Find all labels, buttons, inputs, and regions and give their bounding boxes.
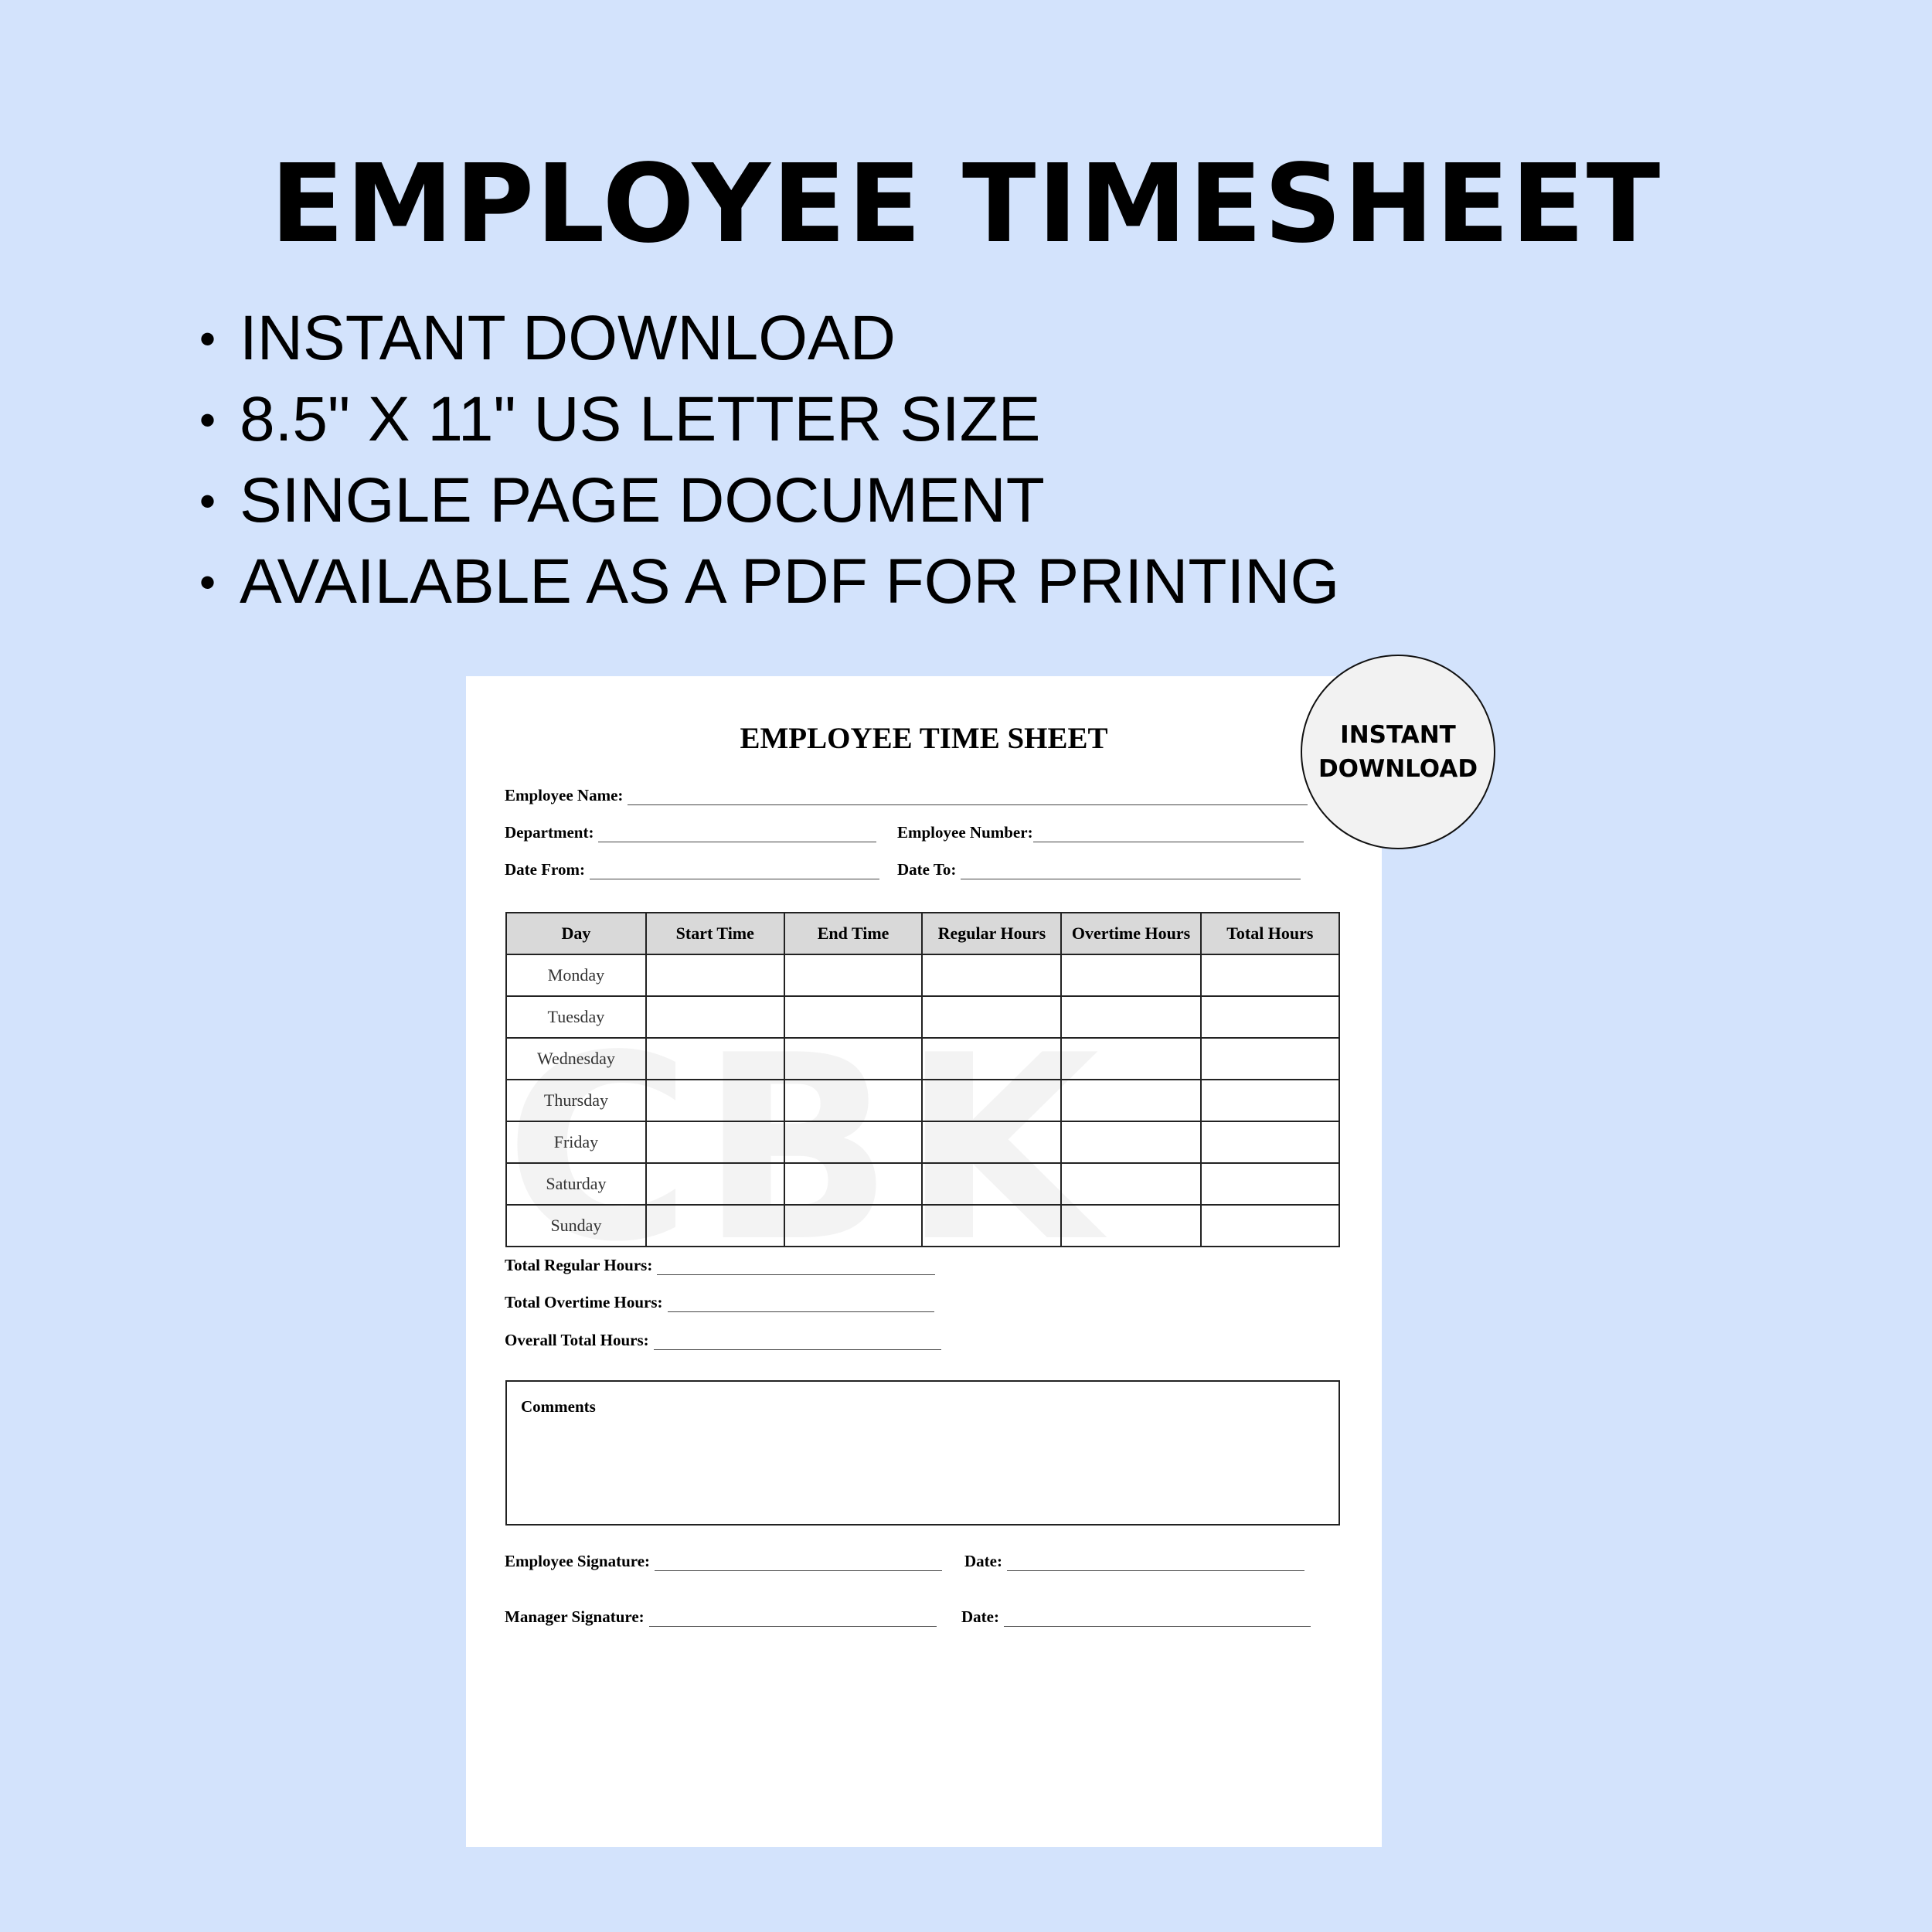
feature-item xyxy=(199,541,1339,622)
employee-date-label: Date: xyxy=(964,1552,1002,1570)
overtime-hours-cell[interactable] xyxy=(1061,954,1200,996)
employee-signature-line[interactable] xyxy=(655,1556,942,1571)
date-from-field[interactable] xyxy=(505,860,879,879)
table-row xyxy=(506,1163,1339,1205)
regular-hours-cell[interactable] xyxy=(922,1121,1061,1163)
sheet-title: EMPLOYEE TIME SHEET xyxy=(740,722,1108,755)
day-cell: Saturday xyxy=(506,1163,646,1205)
timesheet-table xyxy=(505,912,1340,1247)
feature-item xyxy=(199,460,1339,541)
day-cell: Sunday xyxy=(506,1205,646,1247)
bullet-icon: • xyxy=(199,556,216,608)
headline: EMPLOYEE TIMESHEET xyxy=(270,141,1662,267)
table-row xyxy=(506,954,1339,996)
header-total-hours: Total Hours xyxy=(1201,913,1339,954)
total-hours-cell[interactable] xyxy=(1201,996,1339,1038)
department-field[interactable] xyxy=(505,823,876,842)
start-time-cell[interactable] xyxy=(646,1121,784,1163)
feature-item xyxy=(199,298,1339,379)
regular-hours-cell[interactable] xyxy=(922,1038,1061,1080)
total-regular-hours-label: Total Regular Hours: xyxy=(505,1256,653,1274)
total-overtime-hours-line[interactable] xyxy=(668,1298,934,1312)
header-end-time: End Time xyxy=(784,913,923,954)
total-hours-cell[interactable] xyxy=(1201,1038,1339,1080)
regular-hours-cell[interactable] xyxy=(922,996,1061,1038)
header-day: Day xyxy=(506,913,646,954)
total-regular-hours-line[interactable] xyxy=(657,1260,935,1275)
day-cell: Wednesday xyxy=(506,1038,646,1080)
instant-download-badge xyxy=(1301,655,1495,849)
employee-signature-label: Employee Signature: xyxy=(505,1552,651,1570)
total-hours-cell[interactable] xyxy=(1201,1163,1339,1205)
end-time-cell[interactable] xyxy=(784,1038,923,1080)
regular-hours-cell[interactable] xyxy=(922,954,1061,996)
day-cell: Monday xyxy=(506,954,646,996)
feature-text: INSTANT DOWNLOAD xyxy=(240,303,896,373)
table-row xyxy=(506,1080,1339,1121)
manager-signature-label: Manager Signature: xyxy=(505,1607,645,1626)
comments-box[interactable] xyxy=(505,1380,1340,1526)
employee-number-field[interactable] xyxy=(897,823,1304,842)
total-overtime-hours-field[interactable] xyxy=(505,1293,934,1312)
date-to-line[interactable] xyxy=(961,865,1301,879)
manager-date-label: Date: xyxy=(961,1607,999,1626)
start-time-cell[interactable] xyxy=(646,954,784,996)
overall-total-hours-line[interactable] xyxy=(654,1335,941,1350)
start-time-cell[interactable] xyxy=(646,1080,784,1121)
overtime-hours-cell[interactable] xyxy=(1061,1205,1200,1247)
header-overtime-hours: Overtime Hours xyxy=(1061,913,1200,954)
total-overtime-hours-label: Total Overtime Hours: xyxy=(505,1293,663,1311)
date-to-field[interactable] xyxy=(897,860,1301,879)
regular-hours-cell[interactable] xyxy=(922,1080,1061,1121)
start-time-cell[interactable] xyxy=(646,1163,784,1205)
table-row xyxy=(506,1121,1339,1163)
manager-signature-field[interactable] xyxy=(505,1607,937,1627)
employee-name-label: Employee Name: xyxy=(505,786,624,804)
day-cell: Friday xyxy=(506,1121,646,1163)
employee-signature-field[interactable] xyxy=(505,1552,942,1571)
employee-number-line[interactable] xyxy=(1033,828,1304,842)
end-time-cell[interactable] xyxy=(784,1205,923,1247)
department-label: Department: xyxy=(505,823,594,842)
employee-name-line[interactable] xyxy=(628,791,1308,805)
overtime-hours-cell[interactable] xyxy=(1061,1038,1200,1080)
end-time-cell[interactable] xyxy=(784,1121,923,1163)
day-cell: Tuesday xyxy=(506,996,646,1038)
table-row xyxy=(506,1205,1339,1247)
timesheet-page xyxy=(466,676,1382,1847)
badge-line-1: INSTANT xyxy=(1340,721,1456,749)
feature-list xyxy=(199,298,1339,622)
start-time-cell[interactable] xyxy=(646,1038,784,1080)
table-row xyxy=(506,996,1339,1038)
feature-text: AVAILABLE AS A PDF FOR PRINTING xyxy=(240,546,1340,617)
end-time-cell[interactable] xyxy=(784,996,923,1038)
header-regular-hours: Regular Hours xyxy=(922,913,1061,954)
department-line[interactable] xyxy=(598,828,876,842)
feature-text: 8.5" X 11" US LETTER SIZE xyxy=(240,384,1041,454)
start-time-cell[interactable] xyxy=(646,996,784,1038)
overall-total-hours-field[interactable] xyxy=(505,1331,941,1350)
comments-label: Comments xyxy=(521,1397,596,1416)
overall-total-hours-label: Overall Total Hours: xyxy=(505,1331,649,1349)
employee-number-label: Employee Number: xyxy=(897,823,1033,842)
feature-text: SINGLE PAGE DOCUMENT xyxy=(240,465,1045,536)
table-row xyxy=(506,1038,1339,1080)
start-time-cell[interactable] xyxy=(646,1205,784,1247)
total-regular-hours-field[interactable] xyxy=(505,1256,935,1275)
feature-item xyxy=(199,379,1339,460)
overtime-hours-cell[interactable] xyxy=(1061,1080,1200,1121)
overtime-hours-cell[interactable] xyxy=(1061,1163,1200,1205)
badge-line-2: DOWNLOAD xyxy=(1318,755,1478,783)
table-header-row xyxy=(506,913,1339,954)
employee-name-field[interactable] xyxy=(505,786,1308,805)
bullet-icon: • xyxy=(199,313,216,365)
end-time-cell[interactable] xyxy=(784,954,923,996)
bullet-icon: • xyxy=(199,394,216,446)
day-cell: Thursday xyxy=(506,1080,646,1121)
date-to-label: Date To: xyxy=(897,860,957,879)
end-time-cell[interactable] xyxy=(784,1163,923,1205)
overtime-hours-cell[interactable] xyxy=(1061,996,1200,1038)
total-hours-cell[interactable] xyxy=(1201,954,1339,996)
end-time-cell[interactable] xyxy=(784,1080,923,1121)
employee-date-line[interactable] xyxy=(1007,1556,1304,1571)
total-hours-cell[interactable] xyxy=(1201,1205,1339,1247)
header-start-time: Start Time xyxy=(646,913,784,954)
total-hours-cell[interactable] xyxy=(1201,1121,1339,1163)
manager-date-field[interactable] xyxy=(961,1607,1311,1627)
manager-signature-line[interactable] xyxy=(649,1612,937,1627)
date-from-line[interactable] xyxy=(590,865,879,879)
bullet-icon: • xyxy=(199,475,216,527)
regular-hours-cell[interactable] xyxy=(922,1163,1061,1205)
regular-hours-cell[interactable] xyxy=(922,1205,1061,1247)
date-from-label: Date From: xyxy=(505,860,585,879)
overtime-hours-cell[interactable] xyxy=(1061,1121,1200,1163)
total-hours-cell[interactable] xyxy=(1201,1080,1339,1121)
employee-date-field[interactable] xyxy=(964,1552,1304,1571)
manager-date-line[interactable] xyxy=(1004,1612,1311,1627)
